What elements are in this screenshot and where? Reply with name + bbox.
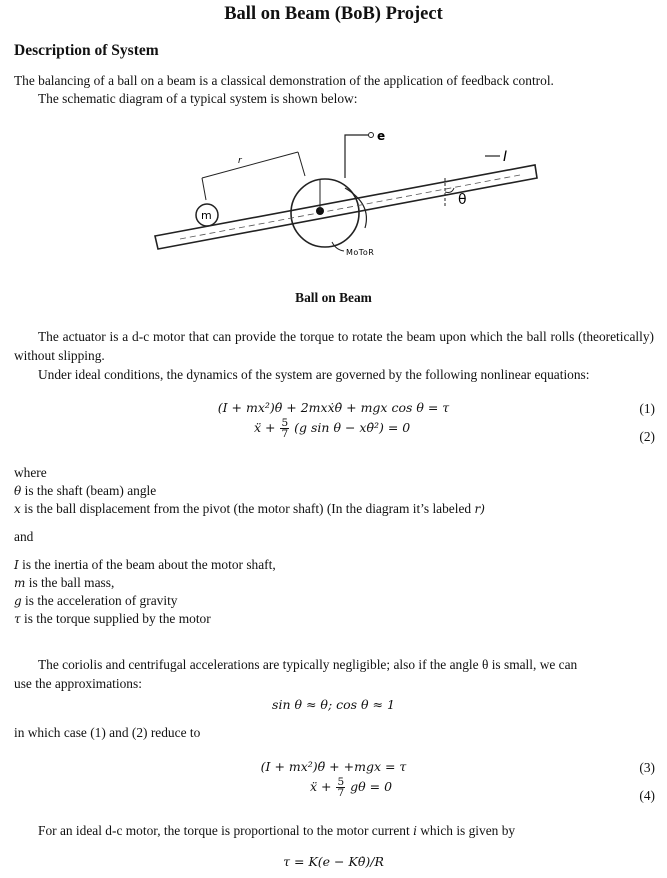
def-x [14, 500, 485, 518]
def-mass [14, 574, 114, 592]
fraction-denominator: 7 [337, 787, 345, 799]
equation-4-lhs: ẍ + [310, 779, 332, 794]
equation-1-number: (1) [639, 401, 655, 416]
def-gravity [14, 592, 177, 610]
r-label: r [238, 156, 242, 166]
actuator-paragraph: The actuator is a d-c motor that can provide the torque to rotate the beam upon which the ball rolls (theoretically) without slipping. [14, 329, 654, 363]
equation-4 [310, 777, 392, 798]
symbol-mass: m [14, 576, 26, 590]
equation-3-number: (3) [639, 760, 655, 775]
beam-centerline [180, 175, 520, 239]
def-torque-text: is the torque supplied by the motor [24, 611, 211, 626]
def-mass-text: is the ball mass, [28, 575, 115, 590]
symbol-x: x [14, 502, 21, 516]
equation-2 [254, 418, 410, 439]
equation-1: (I + mx²)θ̈ + 2mxẋθ̇ + mgx cos θ = τ [217, 400, 450, 415]
and-label: and [14, 529, 34, 544]
intro-line-2: The schematic diagram of a typical system is shown below: [38, 91, 358, 106]
r-tick-right [298, 152, 305, 176]
def-gravity-text: is the acceleration of gravity [25, 593, 178, 608]
def-x-text: is the ball displacement from the pivot (the motor shaft) (In the diagram it’s labeled [24, 501, 472, 516]
def-inertia [14, 556, 276, 574]
coriolis-line-1: The coriolis and centrifugal accelerations are typically negligible; also if the angle θ is small, we can [38, 657, 578, 672]
def-inertia-text: is the inertia of the beam about the motor shaft, [22, 557, 276, 572]
def-torque [14, 610, 211, 628]
r-dimension-line [202, 152, 298, 178]
voltage-terminal [369, 133, 374, 138]
symbol-current: i [413, 824, 417, 838]
r-tick-left [202, 178, 206, 200]
equation-4-fraction [336, 777, 345, 798]
inertia-label: I [503, 149, 508, 165]
equation-2-fraction [280, 418, 289, 439]
small-angle-approximation: sin θ ≈ θ; cos θ ≈ 1 [272, 697, 395, 712]
ball-label: m [201, 209, 212, 222]
reduce-text: in which case (1) and (2) reduce to [14, 725, 201, 740]
equation-4-rhs: gθ = 0 [350, 779, 393, 794]
equation-2-number: (2) [639, 429, 655, 444]
figure-caption: Ball on Beam [295, 290, 372, 305]
symbol-torque: τ [14, 612, 21, 626]
ball-on-beam-diagram [140, 118, 550, 280]
intro-line-1: The balancing of a ball on a beam is a classical demonstration of the application of feedback control. [14, 73, 554, 88]
equation-2-lhs: ẍ + [254, 420, 276, 435]
motor-torque-equation: τ = K(e − Kθ̇)/R [283, 854, 384, 869]
fraction-denominator: 7 [281, 428, 289, 440]
equation-2-rhs: (g sin θ − xθ̇²) = 0 [294, 420, 411, 435]
motor-line-text: For an ideal d-c motor, the torque is proportional to the motor current [38, 823, 410, 838]
equation-3: (I + mx²)θ̈ + +mgx = τ [260, 759, 407, 774]
actuator-line-2: Under ideal conditions, the dynamics of the system are governed by the following nonlinear equations: [38, 367, 590, 382]
fraction-numerator: 5 [337, 776, 345, 788]
def-theta [14, 482, 156, 500]
motor-body-edge [345, 188, 366, 228]
symbol-theta: θ [14, 484, 22, 498]
section-heading: Description of System [14, 42, 159, 59]
equation-4-number: (4) [639, 788, 655, 803]
where-label: where [14, 465, 47, 480]
symbol-r: r) [474, 502, 485, 516]
page-title: Ball on Beam (BoB) Project [224, 4, 443, 24]
theta-label: θ [458, 192, 467, 208]
motor-line-tail: which is given by [420, 823, 516, 838]
e-label: e [377, 129, 386, 143]
def-theta-text: is the shaft (beam) angle [24, 483, 157, 498]
beam [155, 165, 537, 249]
symbol-inertia: I [14, 558, 19, 572]
motor-label: MoToR [346, 248, 375, 257]
symbol-gravity: g [14, 594, 22, 608]
motor-line [38, 822, 515, 840]
fraction-numerator: 5 [281, 417, 289, 429]
coriolis-line-2: use the approximations: [14, 676, 142, 691]
voltage-lead [345, 135, 368, 178]
